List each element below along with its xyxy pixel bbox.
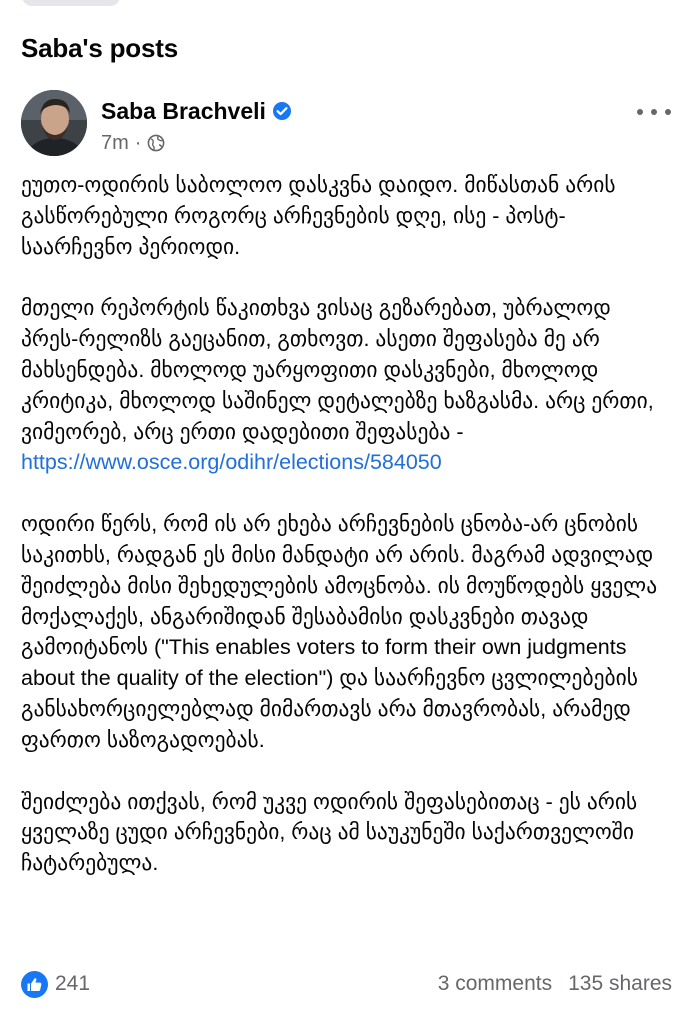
post-link[interactable]: https://www.osce.org/odihr/elections/584050 [21, 450, 442, 475]
post-timestamp[interactable]: 7m [101, 131, 129, 154]
avatar[interactable] [21, 90, 87, 156]
more-options-icon[interactable] [637, 100, 671, 124]
meta-separator: · [134, 131, 142, 154]
verified-badge-icon [272, 101, 292, 121]
shares-count[interactable]: 135 shares [568, 972, 672, 995]
section-title: Saba's posts [21, 33, 178, 63]
comments-count[interactable]: 3 comments [437, 972, 553, 995]
like-reaction-icon [21, 971, 48, 998]
author-name[interactable]: Saba Brachveli [101, 97, 266, 124]
more-dot [637, 109, 643, 115]
post-paragraph: შეიძლება ითქვას, რომ უკვე ოდირის შეფასებითაც - ეს არის ყველაზე ცუდი არჩევნები, რაც ამ საუკუნეში საქართველოში ჩატარებულა. [21, 789, 638, 876]
engagement-stats [438, 968, 672, 1000]
more-dot [651, 109, 657, 115]
avatar-photo [21, 90, 87, 156]
post-paragraph: ეუთო-ოდირის საბოლოო დასკვნა დაიდო. მიწასთან არის გასწორებული როგორც არჩევნების დღე, ისე - პოსტ-საარჩევნო პერიოდი. [21, 173, 616, 259]
reaction-count: 241 [55, 972, 91, 995]
previous-item-chip[interactable] [22, 0, 120, 6]
post-paragraph-text: მთელი რეპორტის წაკითხვა ვისაც გეზარებათ, უბრალოდ პრეს-რელიზს გაეცანით, გთხოვთ. ასეთი შეფასება მე არ მახსენდება. მხოლოდ უარყოფითი დასკვნები, მხოლოდ კრიტიკა, მხოლოდ საშინელ დეტალებზე ხაზგასმა. არც ერთი, ვიმეორებ, არც ერთი დადებითი შეფასება - [21, 296, 654, 444]
post-body [21, 170, 673, 879]
post-paragraph: ოდირი წერს, რომ ის არ ეხება არჩევნების ცნობა-არ ცნობის საკითხს, რადგან ეს მისი მანდატი არ არის. მაგრამ ადვილად შეიძლება მისი შეხედულების ამოცნობა. ის მოუწოდებს ყველა მოქალაქეს, ანგარიშიდან შესაბამისი დასკვნები თავად გამოიტანოს ("This enables voters to form their own judgments about the quality of the election") და საარჩევნო ცვლილებების განსახორციელებლად მიმართავს არა მთავრობას, არამედ ფართო საზოგადოებას. [21, 512, 658, 752]
globe-icon[interactable] [147, 134, 165, 152]
reactions-summary[interactable] [21, 968, 90, 1000]
more-dot [665, 109, 671, 115]
post-paragraph [21, 293, 673, 478]
